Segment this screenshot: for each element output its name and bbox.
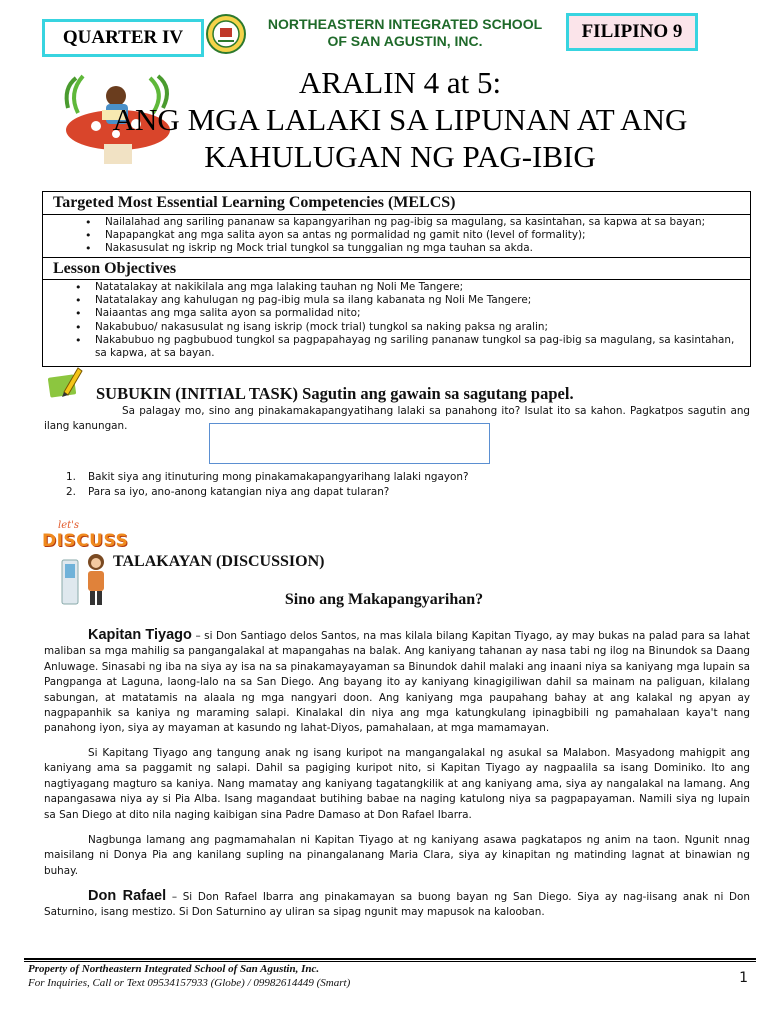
competencies-table — [42, 191, 751, 367]
list-item: • Nakabubuo ng pagbubuod tungkol sa pagpapahayag ng sariling pananaw tungkol sa pag-ibig sa magulang, sa kasintahan, sa kapwa, at sa bayan. — [43, 334, 750, 360]
objectives-heading: Lesson Objectives — [43, 257, 750, 280]
school-name-line1: NORTHEASTERN INTEGRATED SCHOOL — [267, 16, 543, 32]
discussion-title: TALAKAYAN (DISCUSSION) — [113, 553, 325, 570]
pencil-note-icon — [46, 364, 84, 400]
list-item: • Napapangkat ang mga salita ayon sa antas ng pormalidad ng gamit nito (level of formality); — [43, 229, 750, 242]
paragraph-kapitan-1 — [44, 628, 750, 737]
list-item: • Naiaantas ang mga salita ayon sa pormalidad nito; — [43, 307, 750, 320]
kapitan-text-3: Nagbunga lamang ang pagmamahalan ni Kapitan Tiyago at ng kaniyang asawa pagkatapos ng anim na taon. Ngunit nnag maisilang ni Donya Pia ang kanilang supling na pinangalanang Maria Clara, siya ay kinapitan ng matinding lagnat at binawian ng buhay. — [44, 834, 750, 877]
list-item: • Natatalakay ang kahulugan ng pag-ibig mula sa ilang kabanata ng Noli Me Tangere; — [43, 294, 750, 307]
lesson-title-line3: KAHULUGAN NG PAG-IBIG — [204, 139, 596, 174]
questions-list — [66, 470, 469, 499]
question-text: Bakit siya ang itinuturing mong pinakamakapangyarihang lalaki ngayon? — [88, 471, 469, 483]
discuss-text: DISCUSS — [42, 531, 129, 551]
kapitan-text-2: Si Kapitang Tiyago ang tangung anak ng isang kuripot na mangangalakal ng asukal sa Malabon. Masyadong mahigpit ang kaniyang ama sa paggamit ng salapi. Dahil sa pagiging kuripot nito, si Kapitan Tiyago ay nagpaalila sa isang Dominiko. Ito ang nagtiyagang magturo sa kaniya. Nang mamatay ang kaniyang tagatangkilik at ang kaniyang ama, siya ay nangalakal na lamang. Ang napangasawa niya ay si Pia Alba. Isang magandaat butihing babae na naging katulong niya sa pagpapayaman. Namili siya ng lupain sa San Diego at dito nila naging kaibigan sina Padre Damaso at Don Rafael Ibarra. — [44, 747, 750, 821]
list-item: • Natatalakay at nakikilala ang mga lalaking tauhan ng Noli Me Tangere; — [43, 281, 750, 294]
kapitan-name: Kapitan Tiyago — [88, 627, 192, 643]
school-name — [250, 16, 560, 50]
list-item: • Nailalahad ang sariling pananaw sa kapangyarihan ng pag-ibig sa magulang, sa kasintahan, sa kapwa at sa bayan; — [43, 216, 750, 229]
lesson-title-line1: ARALIN 4 at 5: — [298, 65, 502, 100]
lesson-title-line2: ANG MGA LALAKI SA LIPUNAN AT ANG — [112, 102, 688, 137]
school-seal-icon — [206, 14, 246, 54]
kapitan-text-1: – si Don Santiago delos Santos, na mas kilala bilang Kapitan Tiyago, ay may bukas na palad para sa lahat maliban sa mga mahilig sa pangangalakal at mapangahas na balak. Ang kaniyang tahanan ay nasa tabi ng ilog na Binundok sa Daang Anluwage. Sinasabi ng iba na siya ay isa na sa pinakamayayaman sa Binundok dahil malaki ang inaani niya sa kaniyang mga lupain sa Pangpanga at Laguna, laong-lalo na sa San Diego. Ang bayang ito ay kaniyang kinagigiliwan dahil sa mainam na paliguan, kilalang sabungan, at matatamis na alaala ng mga nangyari doon. Ang kaniyang mga paupahang bahay at ang kalakal ng apyan ay nagpapanhik sa kaniya ng maraming salapi. Kinalakal din niya ang mga katungkulang ipinagbibili ng pamahalaan kaya't nang panahong iyon, siya ay mayaman at kasundo ng lahat-Diyos, pamahalaan, at mga mamamayan. — [44, 630, 750, 735]
objectives-list — [43, 280, 750, 360]
quarter-text: QUARTER IV — [62, 27, 184, 48]
melcs-heading: Targeted Most Essential Learning Competencies (MELCS) — [43, 192, 750, 215]
list-item: • Nakasusulat ng iskrip ng Mock trial tungkol sa tunggalian ng mga tauhan sa akda. — [43, 242, 750, 255]
answer-box[interactable] — [209, 423, 490, 464]
footer-contact: For Inquiries, Call or Text 09534157933 (Globe) / 09982614449 (Smart) — [28, 977, 351, 989]
question-text: Para sa iyo, ano-anong katangian niya ang dapat tularan? — [88, 485, 390, 498]
page-number: 1 — [739, 970, 748, 986]
discussion-subtitle: Sino ang Makapangyarihan? — [284, 591, 484, 608]
lets-text: let's — [58, 520, 80, 531]
quarter-label — [42, 19, 204, 57]
subukin-instruction-text: Sa palagay mo, sino ang pinakamakapangyatihang lalaki sa panahong ito? Isulat ito sa kahon. Pagkatpos sagutin ang ilang kanungan. — [44, 405, 750, 432]
list-item — [66, 470, 469, 485]
subukin-title: SUBUKIN (INITIAL TASK) Sagutin ang gawain sa sagutang papel. — [96, 384, 574, 403]
subject-text: FILIPINO 9 — [581, 21, 683, 42]
school-name-line2: OF SAN AGUSTIN, INC. — [327, 33, 483, 49]
subject-label — [566, 13, 698, 51]
list-item — [66, 485, 469, 500]
question-number: 1. — [66, 471, 76, 483]
rafael-name: Don Rafael — [88, 888, 167, 904]
list-item: • Nakabubuo/ nakasusulat ng isang iskrip (mock trial) tungkol sa naking paksa ng aralin; — [43, 321, 750, 334]
melcs-list — [43, 215, 750, 257]
footer-divider — [24, 958, 756, 960]
footer-property: Property of Northeastern Integrated School of San Agustin, Inc. — [28, 963, 320, 975]
question-number: 2. — [66, 485, 76, 498]
paragraph-kapitan-3 — [44, 833, 750, 879]
rafael-text: – Si Don Rafael Ibarra ang pinakamayan sa buong bayan ng San Diego. Siya ay nag-iisang anak ni Don Saturnino, isang mestizo. Si Don Saturnino ay uliran sa sipag ngunit may mapusok na kalooban. — [44, 891, 750, 919]
paragraph-rafael — [44, 889, 750, 921]
paragraph-kapitan-2 — [44, 746, 750, 823]
